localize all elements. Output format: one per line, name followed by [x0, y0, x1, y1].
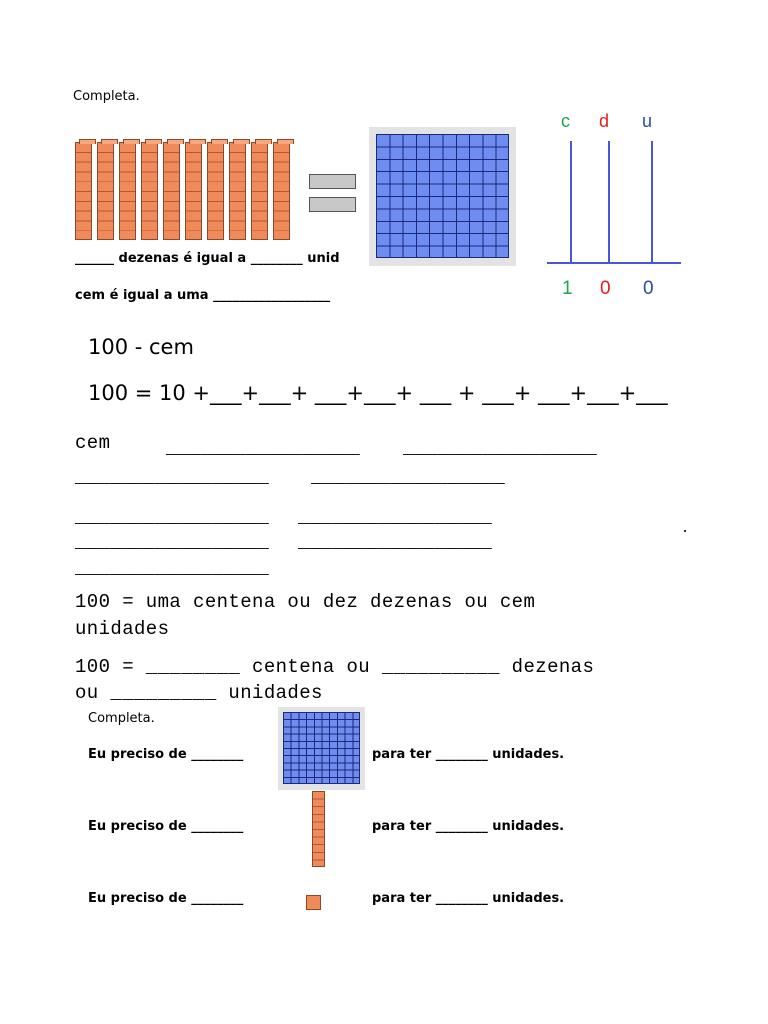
- statement-line-1: 100 = uma centena ou dez dezenas ou cem: [75, 591, 536, 613]
- rod-5: [163, 142, 180, 240]
- blank-line-1: _________________: [166, 437, 360, 459]
- statement-line-2: unidades: [75, 618, 170, 640]
- section3-title: Completa.: [88, 711, 155, 726]
- rod-3: [119, 142, 136, 240]
- equals-bar-top: [309, 174, 356, 189]
- pv-line-d: [608, 141, 610, 263]
- equals-bar-bottom: [309, 197, 356, 212]
- blank-line-8: _________________: [298, 531, 492, 553]
- section1-title: Completa.: [73, 89, 140, 104]
- blank-line-5: _________________: [75, 506, 269, 528]
- stray-dot: [684, 530, 686, 532]
- pv-digit-c: 1: [562, 278, 573, 299]
- rod-10: [273, 142, 290, 240]
- blank-line-9: _________________: [75, 557, 269, 579]
- blank-line-7: _________________: [75, 531, 269, 553]
- row2-right: para ter ________ unidades.: [372, 819, 565, 834]
- unit-cube: [306, 895, 321, 910]
- pv-letter-u: u: [642, 111, 653, 131]
- blank-line-4: _________________: [311, 466, 505, 488]
- row1-right: para ter ________ unidades.: [372, 747, 565, 762]
- rod-9: [251, 142, 268, 240]
- rod-6: [185, 142, 202, 240]
- row3-left: Eu preciso de ________: [88, 891, 244, 906]
- row3-right: para ter ________ unidades.: [372, 891, 565, 906]
- fill-line-2: ou _________ unidades: [75, 682, 323, 704]
- blank-line-3: _________________: [75, 466, 269, 488]
- blank-line-2: _________________: [403, 437, 597, 459]
- rod-7: [207, 142, 224, 240]
- pv-line-u: [651, 141, 653, 263]
- fill-line-2-clip: [75, 682, 375, 704]
- rod-8: [229, 142, 246, 240]
- pv-letter-c: c: [561, 111, 570, 131]
- rod-4: [141, 142, 158, 240]
- fill-line-1: 100 = ________ centena ou __________ dezenas: [75, 656, 595, 678]
- row2-left: Eu preciso de ________: [88, 819, 244, 834]
- sentence-cem: cem é igual a uma __________________: [75, 288, 331, 303]
- sentence-dezenas: ______ dezenas é igual a ________ unid: [75, 251, 340, 266]
- hundred-flat-block: [376, 134, 509, 258]
- pv-baseline: [547, 262, 681, 264]
- equation-100: 100 = 10 +___+___+ ___+___+ ___ + ___+ ___+___+___: [88, 381, 668, 405]
- rod-1: [75, 142, 92, 240]
- rod-2: [97, 142, 114, 240]
- label-cem: cem: [75, 432, 111, 454]
- small-hundred-flat: [283, 712, 360, 784]
- row1-left: Eu preciso de ________: [88, 747, 244, 762]
- small-ten-rod: [312, 791, 325, 867]
- pv-letter-d: d: [599, 111, 610, 131]
- heading-100-cem: 100 - cem: [88, 335, 194, 359]
- pv-line-c: [570, 141, 572, 263]
- pv-digit-d: 0: [600, 278, 611, 299]
- pv-digit-u: 0: [643, 278, 654, 299]
- blank-line-6: _________________: [298, 506, 492, 528]
